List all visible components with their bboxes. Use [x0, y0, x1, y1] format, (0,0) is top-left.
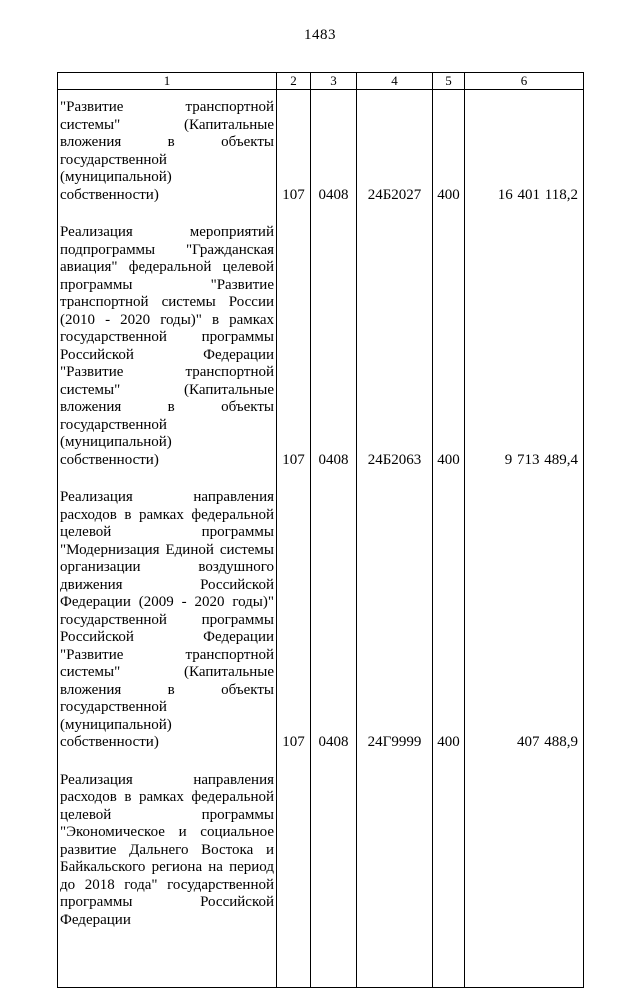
table-header-row	[58, 73, 584, 90]
target-article-code-cell: 24Б2027	[357, 90, 433, 216]
chapter-code-cell: 107	[277, 480, 311, 763]
column-header-2: 2	[277, 73, 311, 90]
target-article-code-cell: 24Г9999	[357, 480, 433, 763]
column-header-1: 1	[58, 73, 277, 90]
program-name-cell: Реализация направления расходов в рамках федеральной целевой программы "Модернизация Единой системы организации воздушного движения Российской Федерации (2009 - 2020 годы)" государственной программы Российской Федерации "Развитие транспортной системы" (Капитальные вложения в объекты государственной (муниципальной) собственности)	[58, 480, 277, 763]
section-code-cell: 0408	[311, 90, 357, 216]
amount-cell: 407 488,9	[465, 480, 584, 763]
target-article-code-cell: 24Б2063	[357, 215, 433, 480]
chapter-code-cell: 107	[277, 90, 311, 216]
target-article-code-cell	[357, 763, 433, 988]
section-code-cell: 0408	[311, 480, 357, 763]
table-row	[58, 763, 584, 988]
program-name-cell: "Развитие транспортной системы" (Капитальные вложения в объекты государственной (муниципальной) собственности)	[58, 90, 277, 216]
chapter-code-cell: 107	[277, 215, 311, 480]
section-code-cell: 0408	[311, 215, 357, 480]
budget-table	[57, 72, 584, 988]
amount-cell: 16 401 118,2	[465, 90, 584, 216]
column-header-6: 6	[465, 73, 584, 90]
program-name-cell: Реализация мероприятий подпрограммы "Гражданская авиация" федеральной целевой программы "Развитие транспортной системы России (2010 - 2020 годы)" в рамках государственной программы Российской Федерации "Развитие транспортной системы" (Капитальные вложения в объекты государственной (муниципальной) собственности)	[58, 215, 277, 480]
table-row	[58, 90, 584, 216]
chapter-code-cell	[277, 763, 311, 988]
expense-type-code-cell: 400	[433, 215, 465, 480]
amount-cell	[465, 763, 584, 988]
column-header-5: 5	[433, 73, 465, 90]
page-number: 1483	[304, 27, 336, 43]
section-code-cell	[311, 763, 357, 988]
expense-type-code-cell: 400	[433, 480, 465, 763]
expense-type-code-cell	[433, 763, 465, 988]
column-header-3: 3	[311, 73, 357, 90]
amount-cell: 9 713 489,4	[465, 215, 584, 480]
table-row	[58, 480, 584, 763]
expense-type-code-cell: 400	[433, 90, 465, 216]
table-row	[58, 215, 584, 480]
column-header-4: 4	[357, 73, 433, 90]
program-name-cell: Реализация направления расходов в рамках федеральной целевой программы "Экономическое и социальное развитие Дальнего Востока и Байкальского региона на период до 2018 года" государственной программы Российской Федерации	[58, 763, 277, 988]
